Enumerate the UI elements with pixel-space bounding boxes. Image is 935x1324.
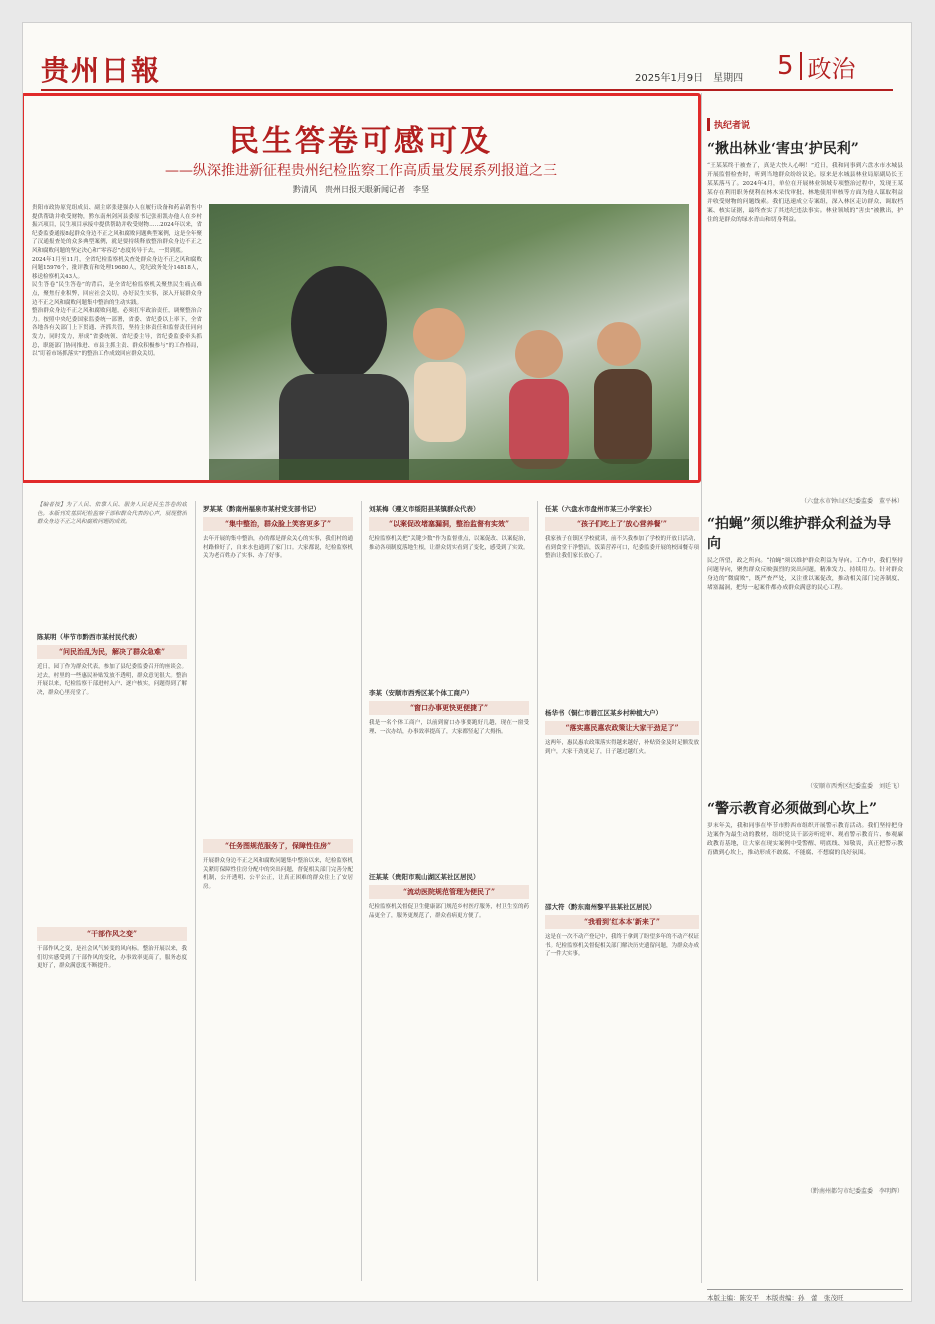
- page-number: 5: [777, 52, 802, 80]
- column-divider: [537, 501, 538, 1281]
- commentary-title-2[interactable]: “拍蝇”须以维护群众利益为导向: [707, 516, 892, 552]
- testimonial-body: 纪检监察机关把“关键少数”作为监督重点，以案促改、以案促治，推动各项制度落地生根，让群众切实看到了变化，感受到了实效。: [369, 536, 529, 551]
- commentary-author-3: （黔南州都匀市纪委监委 李明辉）: [806, 1188, 903, 1195]
- testimonial-body: 纪检监察机关督促卫生健康部门规范乡村医疗服务，村卫生室的药品更全了，服务更规范了，群众看病更方便了。: [369, 904, 529, 919]
- testimonial-byline: 李某（安顺市西秀区某个体工商户）: [369, 689, 473, 697]
- testimonial-heading[interactable]: “落实惠民惠农政策让大家干劲足了”: [545, 721, 699, 735]
- greenhouse-photo: [209, 204, 689, 480]
- section-title: 政治: [807, 54, 856, 83]
- testimonial-heading[interactable]: “孩子们吃上了‘放心营养餐’”: [545, 517, 699, 531]
- right-column: [707, 113, 903, 1293]
- testimonial-body: 这是在一次不动产登记中，我终于拿到了盼望多年的不动产权证书。纪检监察机关督促相关部门解决历史遗留问题，为群众办成了一件大实事。: [545, 934, 699, 958]
- testimonial-heading[interactable]: “以案促改堵塞漏洞，整治监督有实效”: [369, 517, 529, 531]
- testimonial-heading[interactable]: “干部作风之变”: [37, 927, 187, 941]
- lead-story[interactable]: [22, 93, 701, 483]
- testimonials-section: [37, 501, 699, 1281]
- page-footer: [707, 1289, 903, 1302]
- testimonial-byline: 杨华书（铜仁市碧江区某乡村种植大户）: [545, 709, 662, 717]
- commentary-author-2: （安顺市西秀区纪委监委 刘廷飞）: [806, 783, 903, 790]
- commentary-title-1[interactable]: “揪出林业‘害虫’护民利”: [707, 141, 859, 157]
- column-divider: [195, 501, 196, 1281]
- testimonial-col-4: [545, 501, 699, 1133]
- testimonial-body: 去年开展的集中整治，办的都是群众关心的实事，我们村的通村路修好了，自来水也通到了家门口。大家都说，纪检监察机关为老百姓办了实事、办了好事。: [203, 536, 353, 560]
- editor-note: 【编者按】为了人民、依靠人民、服务人民是民生答卷的底色。本版刊发基层纪检监察干部和群众代表的心声，展现整治群众身边不正之风和腐败问题的成效。: [37, 502, 187, 526]
- newspaper-page: [22, 22, 912, 1302]
- lead-byline: 黔清风 贵州日报天眼新闻记者 李坚: [293, 185, 429, 194]
- testimonial-heading[interactable]: “任务图规范服务了，保障性住房”: [203, 839, 353, 853]
- lead-paragraph: 贵阳市政协原党组成员、副主席张建强办人在履行设备和药品销售中提供帮助并收受财物，黔东南州剑河县委原书记张祖凯办他人在乡村振兴项目，民生项目承接中提供帮助并收受财物……2024年以来，省纪委监委通报8起群众身边不正之风和腐败问题典型案例，这是全年聚了汉通报查处的众多典型案例，就是要持续释放整治群众身边不正之风和腐败问题的坚定决心和“零容忍”态度传导于去，一贯到底。: [32, 205, 202, 254]
- page-indicator: [777, 49, 856, 83]
- masthead-logo: 贵州日報: [41, 54, 162, 87]
- testimonial-heading[interactable]: “问民治乱为民，解决了群众急难”: [37, 645, 187, 659]
- greenhouse-photo-art: [209, 204, 689, 480]
- testimonial-body: 这两年，惠民惠农政策落实得越来越好，补贴资金及时足额发放到户，大家干劲更足了，日子越过越红火。: [545, 740, 699, 755]
- lead-paragraph: 整治群众身边不正之风和腐败问题，必须扛牢政治责任，调聚整治合力。按照中央纪委国家监委统一部署，省委、省纪委以上率下，全省各地各有关部门上下贯通、齐抓共管，坚持主体责任和监督责任同向发力，同时发力，形成“省委统领、省纪委主导，省纪委监委牵头抓总，职能部门协同推进、市县主抓主责、群众积极参与”的工作格局，以“盯着市场抓落实”的整治工作成效回应群众关切。: [32, 308, 202, 358]
- testimonial-col-1: [37, 629, 187, 1185]
- testimonial-body: 近日，园丁作为群众代表，参加了县纪委监委召开的座谈会。过去，村里的一些惠民补贴发放不透明，群众意见很大。整治开展以来，纪检监察干部进村入户、逐户核实，问题得到了解决，群众心里亮堂了。: [37, 664, 187, 696]
- commentary-body-1: “王某某终于被查了，真是大快人心啊！”近日，我和同事到六盘水市水城县开展监督检查时，听到当地群众纷纷议论。原来是水城县林业局原副局长王某某落马了。2024年4月，单位在开展林业领域专项整治过程中，发现王某某存在利用职务便利在林木采伐审批、林地使用审核等方面为他人谋取利益并收受财物的问题线索。我们迅速成立专案组，深入林区走访群众、调取档案、核实证据，最终查实了其违纪违法事实。林业领域的“害虫”被揪出，护住的是群众的绿水青山和切身利益。: [707, 163, 903, 223]
- testimonial-byline: 任某（六盘水市盘州市某三小学家长）: [545, 505, 656, 513]
- testimonial-heading[interactable]: “流动医院规范管理为便民了”: [369, 885, 529, 899]
- testimonial-heading[interactable]: “窗口办事更快更便捷了”: [369, 701, 529, 715]
- lead-subhead: ——纵深推进新征程贵州纪检监察工作高质量发展系列报道之三: [165, 163, 557, 179]
- column-tag: 执纪者说: [707, 118, 750, 131]
- testimonial-byline: 罗某某（黔南州福泉市某村党支部书记）: [203, 505, 320, 513]
- testimonial-heading[interactable]: “我看到‘红本本’新来了”: [545, 915, 699, 929]
- testimonial-col-3: [369, 501, 529, 1103]
- testimonial-byline: 刘某梅（遵义市绥阳县某镇群众代表）: [369, 505, 480, 513]
- lead-paragraph: 民生答卷“民生答卷”的背后，是全省纪检监察机关聚焦民生痛点难点，聚焦行业积弊，回应社会关切，办好民生实事，深入开展群众身边不正之风和腐败问题集中整治的生动实践。: [32, 282, 202, 306]
- column-divider: [701, 93, 702, 1283]
- footer-editors: 本版主编：陈安平 本版责编：孙 蕾 张茂旺: [707, 1294, 844, 1302]
- testimonial-body: 我是一名个体工商户，以前到窗口办事要跑好几趟，现在一窗受理、一次办结，办事效率提高了，大家都竖起了大拇指。: [369, 720, 529, 735]
- testimonial-byline: 邵大符（黔东南州黎平县某社区居民）: [545, 903, 656, 911]
- column-divider: [361, 501, 362, 1281]
- lead-col-1: [32, 204, 202, 479]
- commentary-body-3: 岁末年关，我和同事在毕节市黔西市组织开展警示教育活动。我们坚持把身边案作为最生动的教材，组织党员干部旁听庭审、观看警示教育片、参观廉政教育基地，让大家在现实案例中受警醒、明底线、知敬畏，真正把警示教育做到心坎上，推动形成不敢腐、不能腐、不想腐的良好氛围。: [707, 823, 903, 856]
- header-rule: [41, 89, 893, 91]
- testimonial-heading[interactable]: “集中整治，群众脸上笑容更多了”: [203, 517, 353, 531]
- testimonial-byline: 汪某某（贵阳市观山湖区某社区居民）: [369, 873, 480, 881]
- testimonial-body: 我家孩子在镇区学校就读，前不久我参加了学校的开放日活动，看到食堂干净整洁，饭菜营养可口，纪委监委开展的校园餐专项整治让我们家长放心了。: [545, 536, 699, 560]
- commentary-body-2: 民之所望，政之所向。“拍蝇”须以维护群众利益为导向。工作中，我们坚持问题导向，聚焦群众反映强烈的突出问题，精准发力、持续用力。针对群众身边的“微腐败”，既严查严处，又注重以案促改，推动相关部门完善制度、堵塞漏洞，把每一起案件都办成群众满意的民心工程。: [707, 558, 903, 591]
- lead-paragraph: 2024年1月至11月，全省纪检监察机关查处群众身边不正之风和腐败问题15976个，批评教育和处理19680人，党纪政务处分14818人，移送检察机关43人。: [32, 256, 202, 280]
- commentary-author-1: （六盘水市钟山区纪委监委 董平林）: [800, 498, 903, 505]
- commentary-title-3[interactable]: “警示教育必须做到心坎上”: [707, 801, 878, 817]
- testimonial-body: 开展群众身边不正之风和腐败问题集中整治以来，纪检监察机关紧盯保障性住房分配中的突出问题，督促相关部门完善分配机制，公开透明、公平公正，让真正困难的群众住上了安居房。: [203, 858, 353, 890]
- testimonial-byline: 陈某明（毕节市黔西市某村民代表）: [37, 633, 141, 641]
- dateline: 2025年1月9日 星期四: [635, 73, 744, 84]
- testimonial-body: 干部作风之变，是社会风气转变的风向标。整治开展以来，我们切实感受到了干部作风的变化，办事效率更高了，服务态度更好了，群众满意度不断提升。: [37, 946, 187, 970]
- lead-headline[interactable]: 民生答卷可感可及: [229, 124, 493, 159]
- testimonial-col-2: [203, 501, 353, 1187]
